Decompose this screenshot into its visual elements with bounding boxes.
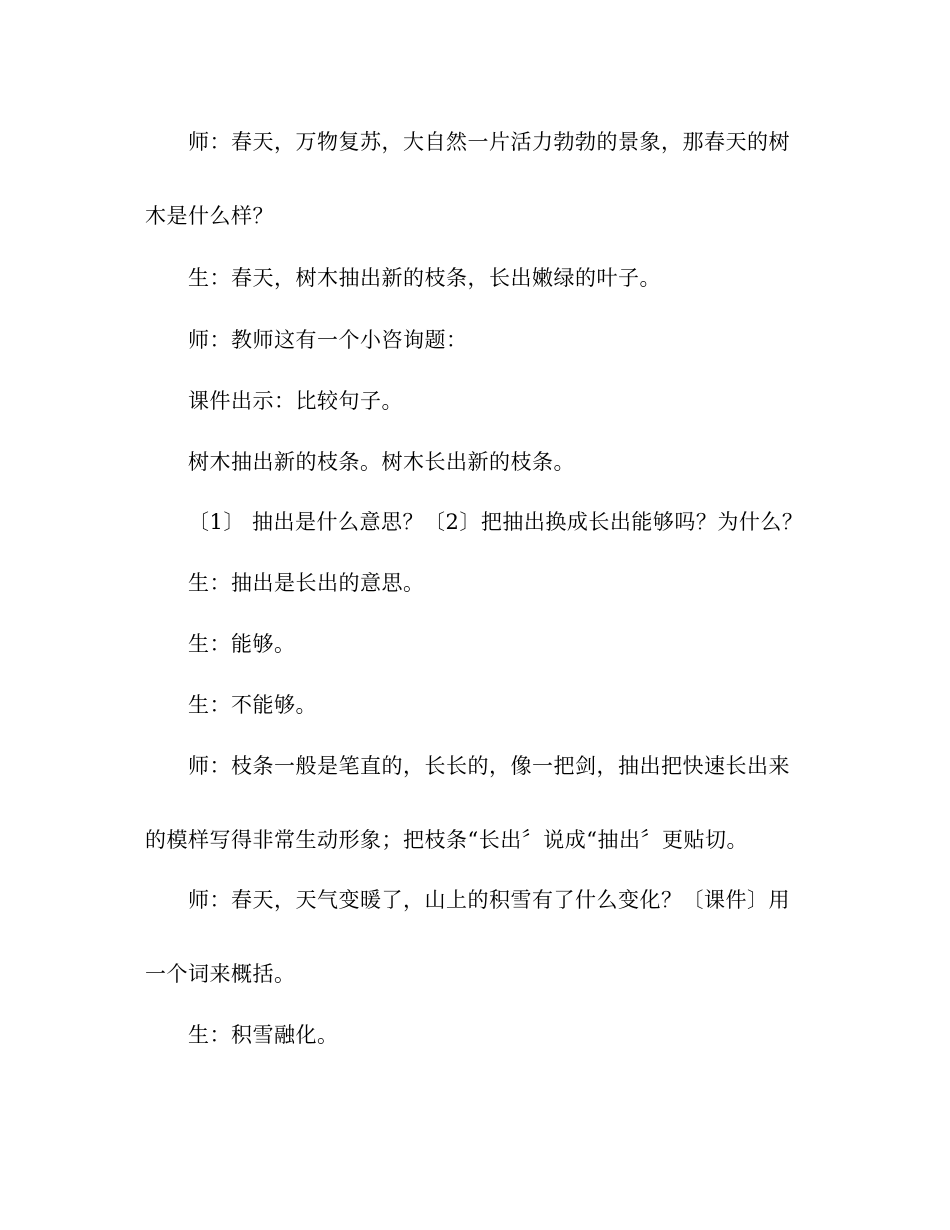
paragraph-line: 生：不能够。 bbox=[188, 693, 317, 717]
paragraph-line: 生：抽出是长出的意思。 bbox=[188, 571, 425, 595]
paragraph-line: 师：枝条一般是笔直的，长长的，像一把剑，抽出把快速长出来 bbox=[188, 754, 790, 778]
paragraph-line: 木是什么样？ bbox=[145, 204, 274, 228]
paragraph-line: 〔1〕 抽出是什么意思？〔2〕把抽出换成长出能够吗？为什么？ bbox=[188, 510, 804, 534]
paragraph-line: 生：能够。 bbox=[188, 632, 296, 656]
paragraph-line: 课件出示：比较句子。 bbox=[188, 389, 403, 413]
paragraph-line: 一个词来概括。 bbox=[145, 962, 296, 986]
paragraph-line: 师：春天，万物复苏，大自然一片活力勃勃的景象，那春天的树 bbox=[188, 130, 790, 154]
paragraph-line: 生：积雪融化。 bbox=[188, 1023, 339, 1047]
paragraph-line: 树木抽出新的枝条。树木长出新的枝条。 bbox=[188, 450, 575, 474]
paragraph-line: 的模样写得非常生动形象；把枝条“长出〞说成“抽出〞更贴切。 bbox=[145, 828, 748, 852]
paragraph-line: 师：教师这有一个小咨询题： bbox=[188, 328, 468, 352]
paragraph-line: 师：春天，天气变暖了，山上的积雪有了什么变化？〔课件〕用 bbox=[188, 888, 790, 912]
paragraph-line: 生：春天，树木抽出新的枝条，长出嫩绿的叶子。 bbox=[188, 266, 661, 290]
